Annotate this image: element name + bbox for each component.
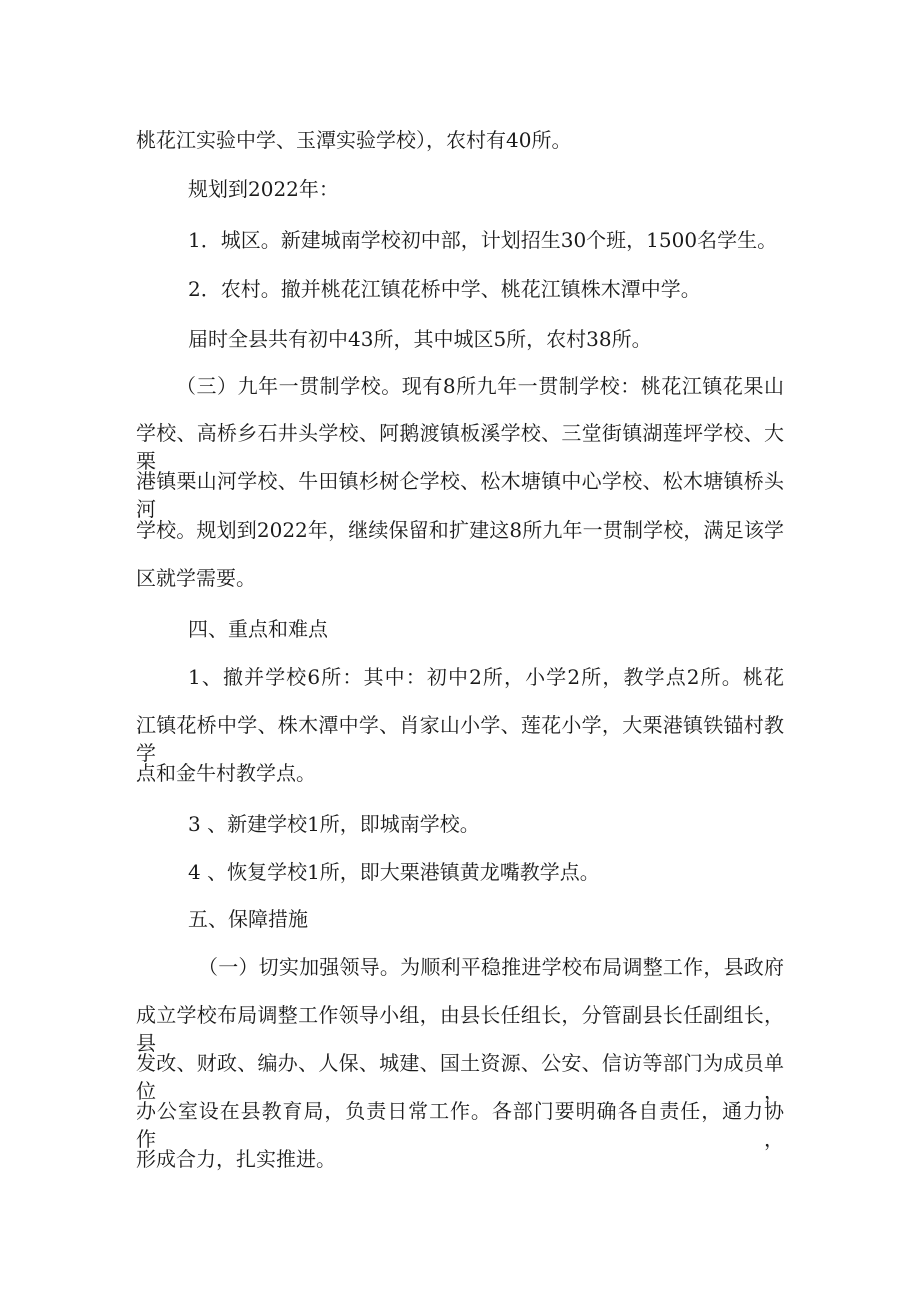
paragraph-line: 点和金牛村教学点。 (136, 761, 316, 785)
section-heading: 五、保障措施 (188, 907, 308, 931)
paragraph-line: 成立学校布局调整工作领导小组，由县长任组长，分管副县长任副组长，县 (136, 1003, 784, 1055)
paragraph-line: 学校、高桥乡石井头学校、阿鹅渡镇板溪学校、三堂街镇湖莲坪学校、大栗 (136, 421, 784, 473)
paragraph-line: 桃花江实验中学、玉潭实验学校），农村有40所。 (136, 128, 572, 152)
paragraph-line: 区就学需要。 (136, 566, 256, 590)
paragraph-line: （一）切实加强领导。为顺利平稳推进学校布局调整工作，县政府 (198, 955, 784, 979)
paragraph-line: 江镇花桥中学、株木潭中学、肖家山小学、莲花小学，大栗港镇铁锚村教学 (136, 713, 784, 765)
paragraph-line: 发改、财政、编办、人保、城建、国土资源、公安、信访等部门为成员单位， (136, 1051, 784, 1103)
list-item: 1．城区。新建城南学校初中部，计划招生30个班，1500名学生。 (188, 228, 778, 252)
paragraph-line: 办公室设在县教育局，负责日常工作。各部门要明确各自责任，通力协作， (136, 1099, 784, 1151)
paragraph-line: 学校。规划到2022年，继续保留和扩建这8所九年一贯制学校，满足该学 (136, 518, 784, 542)
list-item: 2．农村。撤并桃花江镇花桥中学、桃花江镇株木潭中学。 (188, 277, 701, 301)
paragraph-line: 规划到2022年： (188, 177, 339, 201)
paragraph-line: 届时全县共有初中43所，其中城区5所，农村38所。 (188, 327, 652, 351)
list-item: 3 、新建学校1所，即城南学校。 (188, 812, 480, 836)
section-heading: 四、重点和难点 (188, 617, 328, 641)
paragraph-line: 形成合力，扎实推进。 (136, 1147, 336, 1171)
paragraph-line: （三）九年一贯制学校。现有8所九年一贯制学校：桃花江镇花果山 (176, 374, 784, 398)
paragraph-line: 港镇栗山河学校、牛田镇杉树仑学校、松木塘镇中心学校、松木塘镇桥头河 (136, 469, 784, 521)
paragraph-line: 1、撤并学校6所：其中：初中2所，小学2所，教学点2所。桃花 (188, 665, 784, 689)
list-item: 4 、恢复学校1所，即大栗港镇黄龙嘴教学点。 (188, 860, 600, 884)
